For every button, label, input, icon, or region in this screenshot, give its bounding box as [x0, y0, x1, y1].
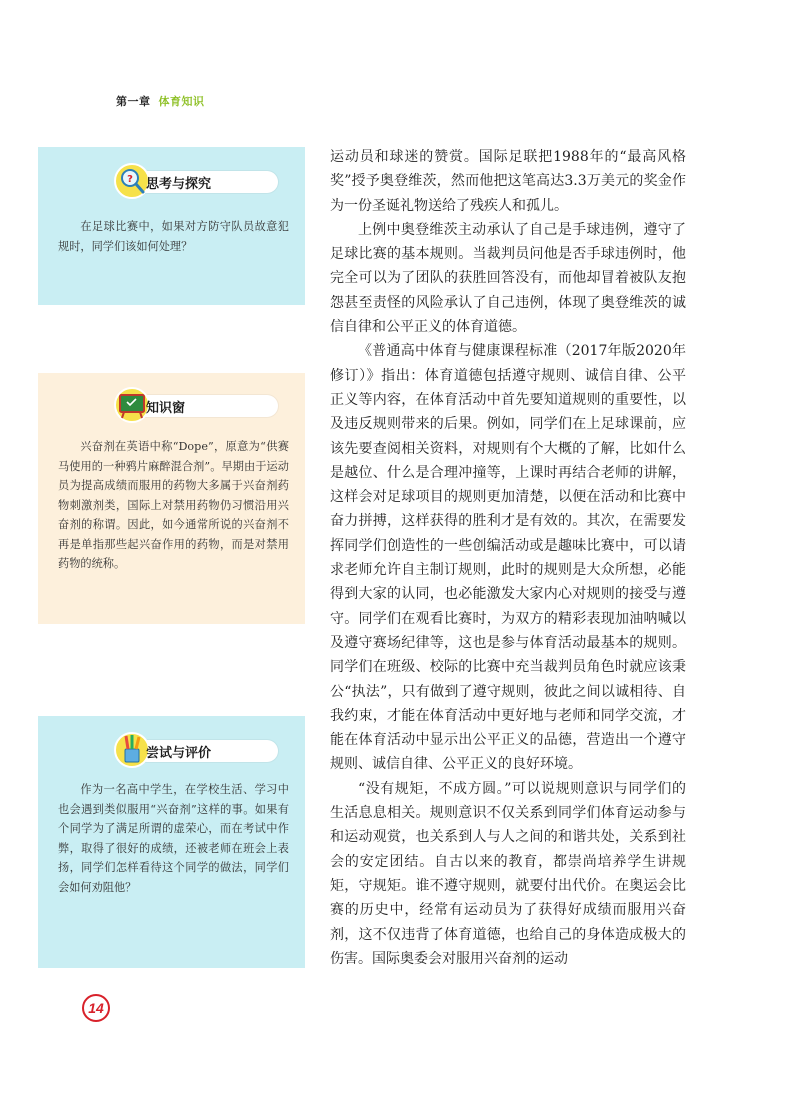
think-explore-text: 在足球比赛中，如果对方防守队员故意犯规时，同学们该如何处理？	[58, 220, 289, 253]
try-evaluate-text: 作为一名高中学生，在学校生活、学习中也会遇到类似服用“兴奋剂”这样的事。如果有个同学为了满足所谓的虚荣心，而在考试中作弊，取得了很好的成绩，还被老师在班会上表扬，同学们怎样看待这个同学的做法，同学们会如何劝阻他？	[58, 783, 289, 894]
chapter-topic: 体育知识	[158, 95, 205, 108]
knowledge-window-box	[38, 373, 305, 624]
svg-text:?: ?	[127, 174, 133, 185]
try-evaluate-title-text: 尝试与评价	[146, 746, 212, 761]
body-paragraph: 《普通高中体育与健康课程标准（2017年版2020年修订）》指出：体育道德包括遵守规则、诚信自律、公平正义等内容，在体育活动中首先要知道规则的重要性，以及违反规则带来的后果。例如，同学们在上足球课前，应该先要查阅相关资料，对规则有个大概的了解，比如什么是越位、什么是合理冲撞等，上课时再结合老师的讲解，这样会对足球项目的规则更加清楚，以便在活动和比赛中奋力拼搏，这样获得的胜利才是有效的。其次，在需要发挥同学们创造性的一些创编活动或是趣味比赛中，可以请求老师允许自主制订规则，此时的规则是大众所想，必能得到大家的认同，也必能激发大家内心对规则的接受与遵守。同学们在观看比赛时，为双方的精彩表现加油呐喊以及遵守赛场纪律等，这也是参与体育活动最基本的规则。同学们在班级、校际的比赛中充当裁判员角色时就应该秉公“执法”，只有做到了遵守规则，彼此之间以诚相待、自我约束，才能在体育活动中更好地与老师和同学交流，才能在体育活动中显示出公平正义的品德，营造出一个遵守规则、诚信自律、公平正义的良好环境。	[330, 343, 686, 773]
think-explore-title-text: 思考与探究	[146, 177, 212, 192]
page-number: 14	[82, 994, 110, 1022]
think-explore-box	[38, 147, 305, 305]
body-paragraph: 运动员和球迷的赞赏。国际足联把1988年的“最高风格奖”授予奥登维茨，然而他把这笔高达3.3万美元的奖金作为一份圣诞礼物送给了残疾人和孤儿。	[330, 149, 686, 214]
chapter-label: 第一章	[116, 95, 151, 108]
knowledge-window-text: 兴奋剂在英语中称“Dope”，原意为“供赛马使用的一种鸦片麻醉混合剂”。早期由于运动员为提高成绩而服用的药物大多属于兴奋剂药物刺激剂类，国际上对禁用药物仍习惯沿用兴奋剂的称谓。因此，如今通常所说的兴奋剂不再是单指那些起兴奋作用的药物，而是对禁用药物的统称。	[58, 440, 289, 570]
knowledge-window-title-text: 知识窗	[146, 401, 186, 416]
running-header	[116, 93, 205, 109]
main-body	[330, 145, 686, 971]
body-paragraph: 上例中奥登维茨主动承认了自己是手球违例，遵守了足球比赛的基本规则。当裁判员问他是否手球违例时，他完全可以为了团队的获胜回答没有，而他却冒着被队友抱怨甚至责怪的风险承认了自己违例，体现了奥登维茨的诚信自律和公平正义的体育道德。	[330, 221, 686, 336]
try-evaluate-box	[38, 716, 305, 968]
body-paragraph: “没有规矩，不成方圆。”可以说规则意识与同学们的生活息息相关。规则意识不仅关系到同学们体育运动参与和运动观赏，也关系到人与人之间的和谐共处，关系到社会的安定团结。自古以来的教育，都崇尚培养学生讲规矩，守规矩。谁不遵守规则，就要付出代价。在奥运会比赛的历史中，经常有运动员为了获得好成绩而服用兴奋剂，这不仅违背了体育道德，也给自己的身体造成极大的伤害。国际奥委会对服用兴奋剂的运动	[330, 780, 686, 967]
